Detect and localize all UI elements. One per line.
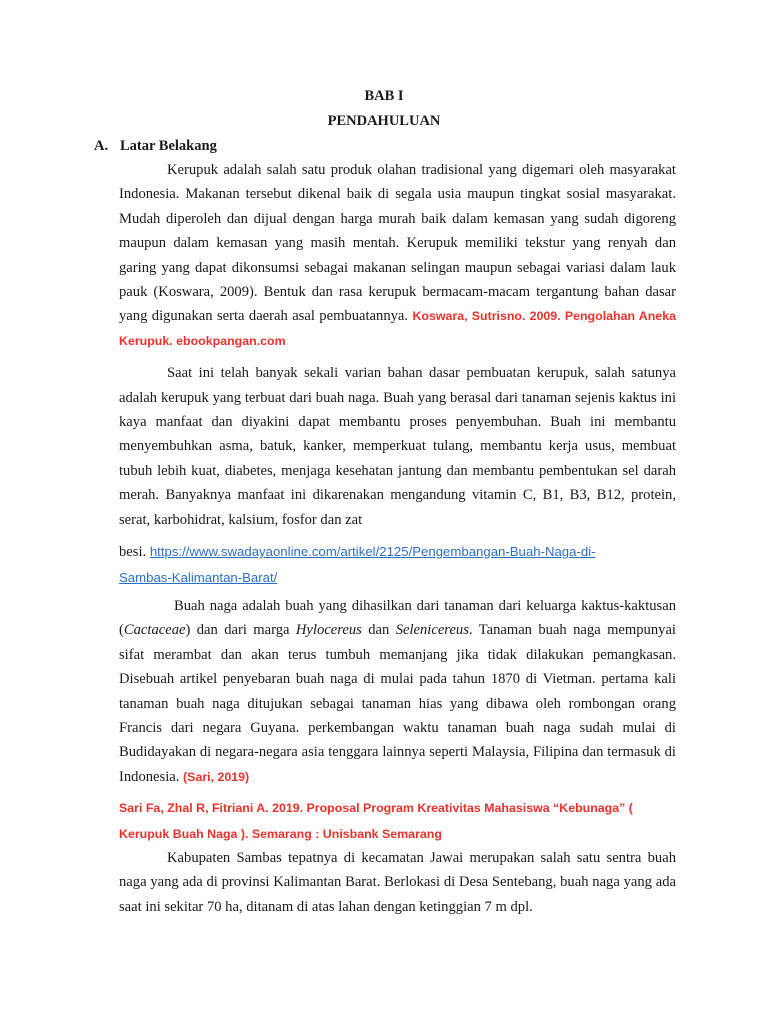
- italic-cactaceae: Cactaceae: [123, 622, 186, 639]
- paragraph-2-link-line: [119, 540, 676, 564]
- reference-sari-inline: (Sari, 2019): [183, 769, 250, 784]
- paragraph-3: [119, 594, 676, 789]
- chapter-title: PENDAHULUAN: [327, 113, 441, 129]
- reference-sari-full: Sari Fa, Zhal R, Fitriani A. 2019. Proposal Program Kreativitas Mahasiswa “Kebunaga” ( Kerupuk Buah Naga ). Semarang : Unisbank Semarang: [119, 801, 633, 841]
- swadaya-link[interactable]: https://www.swadayaonline.com/artikel/2125/Pengembangan-Buah-Naga-di-: [149, 544, 596, 559]
- chapter-number: BAB I: [364, 88, 404, 104]
- body-text-3: [119, 846, 676, 919]
- paragraph-2-link-line-2: [119, 566, 676, 590]
- paragraph-3-text-c: dan: [361, 622, 396, 639]
- paragraph-2-text: Saat ini telah banyak sekali varian bahan dasar pembuatan kerupuk, salah satunya adalah kerupuk yang terbuat dari buah naga. Buah yang berasal dari tanaman sejenis kaktus ini kaya manfaat dan diyakini dapat membantu proses penyembuhan. Buah ini membantu menyembuhkan asma, batuk, kanker, memperkuat tulang, membantu kerja usus, membuat tubuh lebih kuat, diabetes, menjaga kesehatan jantung dan membantu pembentukan sel darah merah. Banyaknya manfaat ini dikarenakan mengandung vitamin C, B1, B3, B12, protein, serat, karbohidrat, kalsium, fosfor dan zat: [119, 365, 676, 528]
- swadaya-link-continued[interactable]: Sambas-Kalimantan-Barat/: [119, 570, 278, 585]
- italic-selenicereus: Selenicereus: [395, 622, 469, 639]
- reference-block: [119, 793, 676, 851]
- paragraph-3-text-a: Buah naga adalah buah yang dihasilkan dari tanaman dari keluarga kaktus-kaktusan (: [119, 598, 676, 639]
- section-heading: [94, 138, 217, 155]
- section-title: Latar Belakang: [120, 138, 217, 154]
- paragraph-3-text-b: ) dan dari marga: [185, 622, 296, 639]
- paragraph-2: [119, 361, 676, 532]
- reference-koswara: Koswara, Sutrisno. 2009. Pengolahan Aneka Kerupuk. ebookpangan.com: [119, 309, 676, 348]
- paragraph-1: [119, 158, 676, 353]
- body-text: [119, 158, 676, 532]
- body-text-2: [119, 594, 676, 789]
- italic-hylocereus: Hylocereus: [295, 622, 362, 639]
- paragraph-3-text-d: . Tanaman buah naga mempunyai sifat merambat dan akan terus tumbuh memanjang jika tidak dilakukan pemangkasan. Disebuah artikel penyebaran buah naga di mulai pada tahun 1870 di Vietman. pertama kali tanaman buah naga ditujukan sebagai tanaman hias yang dibawa oleh rombongan orang Francis dari negara Guyana. perkembangan waktu tanaman buah naga sudah mulai di Budidayakan di negara-negara asia tenggara lainnya seperti Malaysia, Filipina dan termasuk di Indonesia.: [119, 622, 676, 785]
- paragraph-1-text: Kerupuk adalah salah satu produk olahan tradisional yang digemari oleh masyarakat Indonesia. Makanan tersebut dikenal baik di segala usia maupun tingkat sosial masyarakat. Mudah diperoleh dan dijual dengan harga murah baik dalam kemasan yang sudah digoreng maupun dalam kemasan yang masih mentah. Kerupuk memiliki tekstur yang renyah dan garing yang dapat dikonsumsi sebagai makanan selingan maupun sebagai variasi dalam lauk pauk (Koswara, 2009). Bentuk dan rasa kerupuk bermacam-macam tergantung bahan dasar yang digunakan serta daerah asal pembuatannya.: [119, 162, 676, 325]
- paragraph-gap: [119, 353, 676, 361]
- paragraph-4: Kabupaten Sambas tepatnya di kecamatan Jawai merupakan salah satu sentra buah naga yang ada di provinsi Kalimantan Barat. Berlokasi di Desa Sentebang, buah naga yang ada saat ini sekitar 70 ha, ditanam di atas lahan dengan ketinggian 7 m dpl.: [119, 850, 676, 915]
- section-number: A.: [94, 138, 109, 154]
- paragraph-2-end: besi.: [119, 544, 147, 560]
